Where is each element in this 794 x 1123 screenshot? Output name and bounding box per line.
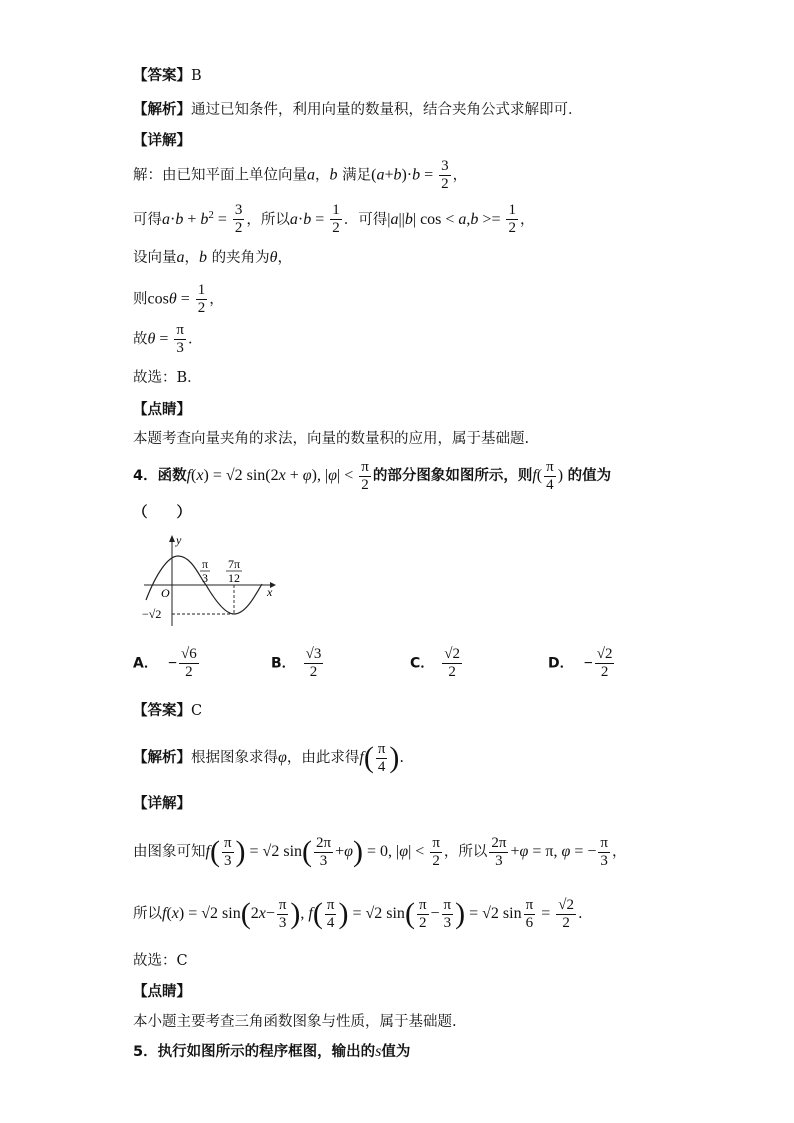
q3-step-5-pre: 故 bbox=[133, 331, 148, 348]
q3-choose-text: 故选：B． bbox=[133, 370, 202, 386]
q5-stem-post: 值为 bbox=[381, 1044, 411, 1060]
q4-answer-tag: 【答案】 bbox=[133, 703, 191, 719]
q4-answer-value: C bbox=[191, 703, 203, 719]
tick2-den: 12 bbox=[228, 571, 240, 585]
q4-choose-text: 故选：C bbox=[133, 953, 188, 969]
q4-stem: 4．函数f(x) = √2 sin(2x + φ), |φ| < $\frac{\pi}{2}$ 的部分图象如图所示，则f( $\frac{\pi}{4}$ ) 的值为 bbox=[133, 458, 612, 493]
option-b[interactable] bbox=[271, 646, 325, 681]
tick2-num: 7π bbox=[227, 557, 241, 571]
q4-choose bbox=[133, 951, 188, 971]
q3-step-1-text: 解：由已知平面上单位向量 bbox=[133, 167, 307, 184]
tick1-num: π bbox=[201, 557, 209, 571]
q4-detail-1-mid: ，所以 bbox=[443, 844, 488, 860]
q4-comment-text: 本小题主要考查三角函数图象与性质，属于基础题. bbox=[133, 1014, 457, 1030]
x-axis-label: x bbox=[267, 585, 273, 599]
q3-step-2-end: ．可得 bbox=[343, 211, 388, 228]
q3-step-2-mid: ，所以 bbox=[246, 211, 290, 228]
option-a-num: √6 bbox=[180, 646, 197, 662]
option-b-label: B． bbox=[271, 655, 296, 672]
option-a-sign: − bbox=[167, 654, 177, 672]
q3-step-4: 则cosθ = $\frac{1}{2}$ ， bbox=[133, 282, 224, 316]
q4-stem-pre: 4．函数 bbox=[133, 468, 187, 484]
answer-line bbox=[133, 66, 202, 86]
option-b-num: √3 bbox=[305, 646, 322, 662]
q4-answer-line bbox=[133, 701, 202, 721]
sine-graph bbox=[136, 530, 282, 630]
analysis-text: 通过已知条件，利用向量的数量积，结合夹角公式求解即可． bbox=[191, 102, 583, 118]
q5-stem-var: s bbox=[375, 1043, 382, 1060]
q4-detail-tag: 【详解】 bbox=[133, 796, 191, 812]
option-c-label: C． bbox=[410, 655, 435, 672]
option-c-den: 2 bbox=[448, 664, 456, 680]
option-a[interactable] bbox=[133, 646, 201, 681]
q4-stem-post: 的值为 bbox=[567, 468, 612, 484]
option-d-den: 2 bbox=[600, 664, 609, 680]
q4-analysis-pre: 根据图象求得 bbox=[191, 750, 278, 766]
q3-choose bbox=[133, 368, 202, 388]
answer-value: B bbox=[191, 68, 202, 84]
q4-detail-tag-line bbox=[133, 794, 191, 814]
option-d[interactable] bbox=[548, 646, 616, 681]
q5-stem-text: 5．执行如图所示的程序框图，输出的 bbox=[133, 1044, 376, 1060]
option-d-num: √2 bbox=[596, 646, 613, 662]
q4-analysis-tag: 【解析】 bbox=[133, 750, 191, 766]
option-c-num: √2 bbox=[444, 646, 461, 662]
detail-tag: 【详解】 bbox=[133, 133, 191, 149]
q4-detail-1-pre: 由图象可知 bbox=[133, 844, 206, 860]
q5-stem bbox=[133, 1042, 410, 1062]
detail-tag-line bbox=[133, 131, 191, 151]
q4-detail-2-pre: 所以 bbox=[133, 906, 162, 922]
option-b-den: 2 bbox=[309, 664, 318, 680]
option-d-sign: − bbox=[583, 654, 593, 672]
option-a-den: 2 bbox=[185, 664, 193, 680]
y-axis-label: y bbox=[176, 533, 182, 547]
q4-stem-mid: 的部分图象如图所示，则 bbox=[372, 468, 533, 484]
option-d-label: D． bbox=[548, 655, 574, 672]
q3-step-3-post: 的夹角为 bbox=[211, 250, 270, 266]
neg-sqrt2-label: −√2 bbox=[142, 607, 162, 621]
analysis-line bbox=[133, 100, 583, 120]
q3-step-1: 解：由已知平面上单位向量a，b 满足(a+b)·b = $\frac{3}{2}$ ， bbox=[133, 158, 468, 192]
option-c[interactable] bbox=[410, 646, 464, 681]
q4-comment-tag-line bbox=[133, 982, 191, 1002]
q3-step-5: 故θ = $\frac{\pi}{3}$ ． bbox=[133, 322, 203, 356]
q4-analysis-line: 【解析】根据图象求得φ，由此求得f( $\frac{\pi}{4}$ ). bbox=[133, 740, 404, 775]
q3-comment-text: 本题考查向量夹角的求法，向量的数量积的应用，属于基础题. bbox=[133, 431, 530, 447]
q3-step-4-pre: 则 bbox=[133, 291, 148, 308]
q4-blank bbox=[133, 503, 191, 523]
answer-tag: 【答案】 bbox=[133, 68, 191, 84]
option-a-label: A． bbox=[133, 655, 158, 672]
q3-step-3: 设向量a，b 的夹角为θ， bbox=[133, 249, 292, 266]
q3-step-3-pre: 设向量 bbox=[133, 250, 177, 266]
q3-step-1-mid: 满足 bbox=[342, 167, 372, 184]
tick1-den: 3 bbox=[202, 571, 208, 585]
q4-comment bbox=[133, 1012, 457, 1032]
comment-tag: 【点睛】 bbox=[133, 402, 191, 418]
q3-comment-tag-line bbox=[133, 400, 191, 420]
origin-label: O bbox=[161, 586, 170, 600]
q4-detail-1: 由图象可知f( $\frac{\pi}{3}$ ) = √2 sin( $\frac{2\pi}{3}$ +φ) = 0, |φ| < $\frac{\pi}{2}$ ，所以 $\frac{2\pi}{3}$ +φ = π, φ = − $\frac{\pi}{3}$ ， bbox=[133, 834, 627, 869]
q3-step-2: 可得$a\cdot b + b^2$ = $\frac{3}{2}$ ，所以a·b = $\frac{1}{2}$ ．可得|a||b| cos < a,b >= $\frac{1}{2}$ ， bbox=[133, 202, 535, 237]
q3-step-2-pre: 可得 bbox=[133, 211, 162, 228]
y-axis-arrow bbox=[169, 535, 175, 542]
q4-analysis-mid: ，由此求得 bbox=[286, 750, 360, 766]
analysis-tag: 【解析】 bbox=[133, 102, 191, 118]
q4-comment-tag: 【点睛】 bbox=[133, 984, 191, 1000]
q4-detail-2: 所以f(x) = √2 sin(2x− $\frac{\pi}{3}$ ), f( $\frac{\pi}{4}$ ) = √2 sin( $\frac{\pi}{2}$ − $\frac{\pi}{3}$ ) = √2 sin $\frac{\pi}{6}$ = $\frac{√2}{2}$ . bbox=[133, 896, 583, 931]
q4-blank-text: （ ） bbox=[133, 505, 191, 521]
q3-comment bbox=[133, 429, 529, 449]
